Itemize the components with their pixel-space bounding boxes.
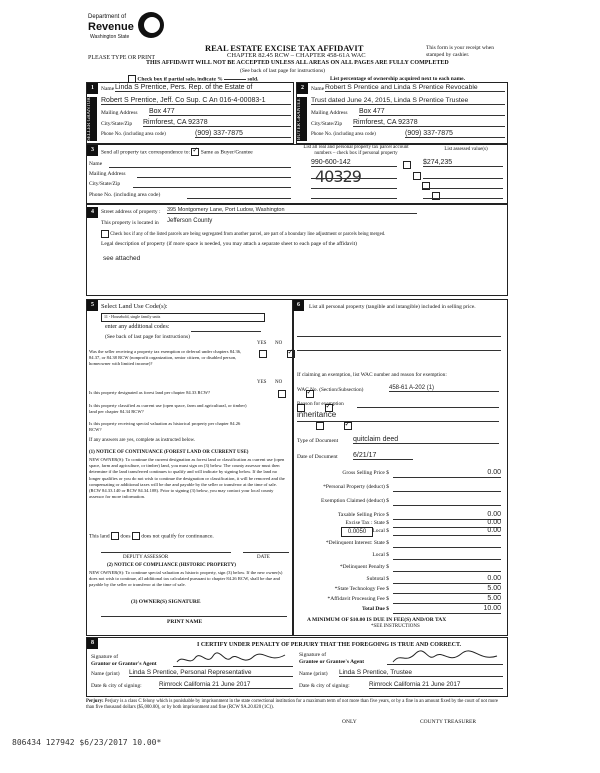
tax-line-label: *State Technology Fee $ <box>334 586 389 592</box>
buyer-phone-label: Phone No. (including area code) <box>311 132 376 137</box>
buyer-address-label: Mailing Address <box>311 110 348 116</box>
exemption-label: If claiming an exemption, list WAC number and reason for exemption: <box>297 372 447 378</box>
this-land-label: This land <box>89 533 110 540</box>
cashier-stamp: 806434 127942 $6/23/2017 10.00* <box>12 738 162 747</box>
doc-date-label: Date of Document <box>297 454 338 460</box>
q2-yes-checkbox[interactable] <box>278 390 286 398</box>
buyer-section <box>296 82 508 144</box>
grantee-name[interactable]: Linda S Prentice, Trustee <box>339 669 503 677</box>
segregated-label: Check box if any of the listed parcels are being segregated from another parcel, are part of a boundary line adjustment or parcels being merged. <box>110 232 386 238</box>
tax-line-value[interactable]: 0.00 <box>393 511 501 520</box>
wac-number[interactable]: 458-61 A-202 (1) <box>389 385 499 392</box>
does-checkbox[interactable] <box>111 532 119 540</box>
tax-line-value[interactable]: 0.00 <box>393 527 501 536</box>
rate-value[interactable]: 0.0050 <box>341 527 373 537</box>
owner-signature-line[interactable] <box>101 616 287 617</box>
corr-address-line[interactable] <box>137 177 291 178</box>
buyer-name-label: Name <box>311 86 325 92</box>
no-header-1: NO <box>275 341 283 346</box>
form-warning: THIS AFFIDAVIT WILL NOT BE ACCEPTED UNLESS ALL AREAS ON ALL PAGES ARE FULLY COMPLETED <box>146 60 449 66</box>
parcel-line-4 <box>311 198 397 199</box>
buyer-number: 2 <box>297 83 308 94</box>
corr-phone-label: Phone No. (including area code) <box>89 192 161 198</box>
tax-line <box>297 470 501 478</box>
tax-line <box>297 484 501 492</box>
tax-line-value[interactable]: 5.00 <box>393 595 501 604</box>
q1-yes-checkbox[interactable] <box>259 350 267 358</box>
corr-city-line[interactable] <box>133 187 291 188</box>
segregated-checkbox[interactable] <box>101 230 109 238</box>
seller-name-label: Name <box>101 86 115 92</box>
personal-property-label: List all personal property (tangible and intangible) included in selling price. <box>309 304 476 310</box>
does-not-checkbox[interactable] <box>132 532 140 540</box>
only-label: ONLY <box>342 719 357 725</box>
land-use-section <box>86 299 294 636</box>
parcel-number[interactable]: 990-600-142 <box>311 159 397 167</box>
parcel-line-3 <box>311 188 397 189</box>
grantee-date-label: Date & city of signing: <box>299 683 350 689</box>
same-as-buyer-checkbox[interactable] <box>191 148 199 156</box>
doc-date-value[interactable]: 6/21/17 <box>353 452 413 460</box>
question-exemption: Was the seller receiving a property tax exemption or deferral under chapters 84.36, 84.37, or 84.38 RCW (nonprofit organization, senior citizen, or disabled person, homeowner with limited income)? <box>89 349 242 366</box>
legal-label: Legal description of property (if more space is needed, you may attach a separate sheet to each page of the affidavit) <box>101 241 357 247</box>
segregated-row <box>101 230 501 238</box>
grantor-date-label: Date & city of signing: <box>91 683 142 689</box>
corr-name-line[interactable] <box>109 167 291 168</box>
buyer-phone[interactable]: (909) 337-7875 <box>405 130 505 138</box>
reason-label: Reason for exemption <box>297 401 344 407</box>
seller-name-line2[interactable]: Robert S Prentice, Jeff. Co Sup. C An 016-4-00083-1 <box>101 97 291 105</box>
correspondence-number: 3 <box>87 145 98 156</box>
tax-line <box>297 606 501 614</box>
parcel-personal-checkbox-1[interactable] <box>403 161 411 169</box>
reason-value[interactable]: inheritance <box>297 410 337 419</box>
question-forest: Is this property designated as forest land per chapter 84.33 RCW? <box>89 390 211 395</box>
tax-line-value[interactable]: 0.00 <box>393 469 501 478</box>
dept-line2: Revenue <box>88 21 134 33</box>
street-address[interactable]: 395 Montgomery Lane, Port Ludow, Washington <box>167 207 417 214</box>
grantor-signature-scribble <box>173 652 293 668</box>
type-or-print: PLEASE TYPE OR PRINT <box>88 55 156 61</box>
tax-line-value[interactable]: 5.00 <box>393 585 501 594</box>
tax-line <box>297 498 501 506</box>
print-name-label: PRINT NAME <box>167 619 203 625</box>
parcel-personal-checkbox-2[interactable] <box>413 172 421 180</box>
buyer-name-line1[interactable]: Robert S Prentice and Linda S Prentice Revocable <box>325 84 505 92</box>
grantor-sig-label-1: Signature of <box>91 654 119 660</box>
tax-line-label: *Affidavit Processing Fee $ <box>327 596 389 602</box>
personal-property-line-2[interactable] <box>297 350 501 351</box>
tax-line-label: *Delinquent Interest: State $ <box>325 540 389 546</box>
tax-line-value[interactable] <box>393 497 501 506</box>
signature-section <box>86 637 508 697</box>
grantor-date[interactable]: Rimrock California 21 June 2017 <box>159 681 293 689</box>
buyer-tab: BUYER GRANTEE <box>297 97 307 141</box>
no-header-2: NO <box>275 380 283 385</box>
land-use-label: Select Land Use Code(s): <box>101 303 168 310</box>
signature-number: 8 <box>87 638 98 649</box>
assessed-line-2 <box>423 178 503 179</box>
corr-address-label: Mailing Address <box>89 171 126 177</box>
tax-line <box>297 596 501 604</box>
yes-header-2: YES <box>257 380 267 385</box>
tax-line-label: Local $ <box>372 528 389 534</box>
dor-logo-swoosh-inner <box>144 17 160 33</box>
does-label: does <box>120 533 131 540</box>
tax-line-value[interactable] <box>393 539 501 548</box>
grantor-name[interactable]: Linda S Prentice, Personal Representative <box>129 669 293 677</box>
tax-line-label: *Delinquent Penalty $ <box>339 564 389 570</box>
deputy-assessor-label: DEPUTY ASSESSOR <box>123 555 169 560</box>
wac-label: WAC No. (Section/Subsection) <box>297 387 364 393</box>
deputy-date-line[interactable] <box>243 552 289 553</box>
grantee-date[interactable]: Rimrock California 21 June 2017 <box>369 681 503 689</box>
tax-line <box>297 586 501 594</box>
continuance-row <box>89 532 214 540</box>
deputy-line[interactable] <box>101 552 231 553</box>
reason-line <box>357 407 499 408</box>
grantee-sig-label-2: Grantee or Grantee's Agent <box>299 659 365 665</box>
seller-section <box>86 82 294 144</box>
buyer-city[interactable]: Rimforest, CA 92378 <box>353 119 505 127</box>
property-number: 4 <box>87 207 98 218</box>
assessed-line-3 <box>423 188 503 189</box>
assessed-header: List assessed value(s) <box>444 147 488 152</box>
seller-phone-label: Phone No. (including area code) <box>101 132 166 137</box>
question-current-use: Is this property classified as current use (open space, farm and agricultural, or timber) land per chapter 84.34 RCW? <box>89 403 247 414</box>
receipt-note: This form is your receipt when stamped by cashier. <box>426 45 494 58</box>
location-label: This property is located in <box>101 220 159 226</box>
buyer-city-label: City/State/Zip <box>311 121 343 127</box>
grantee-sig-label-1: Signature of <box>299 652 327 658</box>
perjury-text: Perjury is a class C felony which is punishable by imprisonment in the state correctional institution for a maximum term of not more than five years, or by a fine in an amount fixed by the court of not more than five thousand dollars ($5,000.00), or by both imprisonment and fine (RCW 9A.20.020 (1C)). <box>86 699 499 711</box>
tax-line-label: Excise Tax : State $ <box>345 520 389 526</box>
certify-text: I CERTIFY UNDER PENALTY OF PERJURY THAT THE FOREGOING IS TRUE AND CORRECT. <box>197 642 462 648</box>
reason-line-2 <box>297 421 499 422</box>
location-value[interactable]: Jefferson County <box>167 218 213 224</box>
seller-address-label: Mailing Address <box>101 110 138 116</box>
dor-logo <box>88 12 168 46</box>
land-use-select[interactable]: 11 - Household, single family units <box>101 313 265 322</box>
form-subtitle: CHAPTER 82.45 RCW – CHAPTER 458-61A WAC <box>227 52 366 59</box>
correspondence-label <box>101 148 253 156</box>
tax-line <box>297 576 501 584</box>
grantor-signature[interactable] <box>173 652 293 667</box>
tax-line-label: Taxable Selling Price $ <box>337 512 389 518</box>
parcel-line-2 <box>311 178 397 179</box>
tax-line <box>297 564 501 572</box>
dept-line1: Department of <box>88 14 127 20</box>
tax-line-value[interactable]: 10.00 <box>393 605 501 614</box>
tax-line-value[interactable] <box>393 483 501 492</box>
seller-number: 1 <box>87 83 98 94</box>
tax-line <box>297 552 501 560</box>
tax-line <box>297 540 501 548</box>
grantee-signature-scribble <box>387 650 503 666</box>
perjury-notice <box>86 699 506 711</box>
tax-line-label: Exemption Claimed (deduct) $ <box>321 498 389 504</box>
question-historic: Is this property receiving special valuation as historical property per chapter 84.26 RCW? <box>89 421 241 432</box>
county-treasurer-label: COUNTY TREASURER <box>420 719 477 725</box>
grantor-name-label: Name (print) <box>91 671 120 677</box>
seller-phone[interactable]: (909) 337-7875 <box>195 130 291 138</box>
owner-signature-label: (3) OWNER(S) SIGNATURE <box>131 599 201 605</box>
grantee-signature[interactable] <box>387 650 503 665</box>
correspondence-section <box>86 144 508 204</box>
legal-description[interactable]: see attached <box>103 255 141 262</box>
tax-line-label: Subtotal $ <box>366 576 389 582</box>
seller-city-label: City/State/Zip <box>101 121 133 127</box>
seller-city[interactable]: Rimforest, CA 92378 <box>143 119 291 127</box>
street-label: Street address of property : <box>101 209 161 215</box>
tax-number: 6 <box>293 300 304 311</box>
minimum-note: A MINIMUM OF $10.00 IS DUE IN FEE(S) AND/OR TAX <box>307 617 447 623</box>
handwritten-note: 40329 <box>315 167 361 186</box>
land-use-number: 5 <box>87 300 98 311</box>
historic-text: NEW OWNER(S): To continue special valuation as historic property, sign (3) below. If the new owner(s) does not wish to continue, all additional tax calculated pursuant to chapter 84.26 RCW, shall be due and payable by the seller or transferor at the time of sale. <box>89 570 283 588</box>
does-not-label: does not <box>141 533 160 540</box>
corr-city-label: City/State/Zip <box>89 181 121 187</box>
perjury-label: Perjury: <box>86 699 104 704</box>
doc-type-value[interactable]: quitclaim deed <box>353 436 499 444</box>
historic-title: (2) NOTICE OF COMPLIANCE (HISTORIC PROPERTY) <box>107 563 236 568</box>
if-yes-note: If any answers are yes, complete as instructed below. <box>89 438 196 443</box>
seller-address[interactable]: Box 477 <box>149 108 291 116</box>
corr-phone-line[interactable] <box>187 198 291 199</box>
tax-section <box>292 299 508 636</box>
corr-name-label: Name <box>89 161 103 167</box>
seller-tab: SELLER GRANTOR <box>87 97 97 141</box>
parcel-header: List all real and personal property tax parcel account numbers – check box if personal property <box>303 145 409 156</box>
tax-line-value[interactable]: 0.00 <box>393 519 501 528</box>
same-as-buyer-label: Same as Buyer/Grantee <box>200 149 253 156</box>
form-see-back: (See back of last page for instructions) <box>240 68 325 74</box>
correspondence-text: Send all property tax correspondence to: <box>101 149 191 156</box>
tax-line-label: Local $ <box>372 552 389 558</box>
continuance-title: (1) NOTICE OF CONTINUANCE (FOREST LAND OR CURRENT USE) <box>89 450 249 455</box>
tax-line <box>297 528 501 536</box>
form-title: REAL ESTATE EXCISE TAX AFFIDAVIT <box>205 43 364 53</box>
tax-line-label: *Personal Property (deduct) $ <box>323 484 389 490</box>
personal-property-line[interactable] <box>297 336 501 337</box>
see-instructions: *SEE INSTRUCTIONS <box>371 624 420 629</box>
list-percentage: List percentage of ownership acquired next to each name. <box>330 76 465 82</box>
tax-line-value[interactable]: 0.00 <box>393 575 501 584</box>
tax-line-label: Gross Selling Price $ <box>342 470 389 476</box>
assessed-line-4 <box>423 198 503 199</box>
tax-line-value[interactable] <box>393 551 501 560</box>
yes-header-1: YES <box>257 341 267 346</box>
grantor-sig-label-2: Grantor or Grantor's Agent <box>91 661 157 667</box>
dept-line3: Washington State <box>90 34 130 40</box>
continuance-text: NEW OWNER(S): To continue the current designation as forest land or classification as current use (open space, farm and agriculture, or timber) land, you must sign on (3) below. The county assessor must then determine if the land transferred continues to qualify and will indicate by signing below. If the land no longer qualifies or you do not wish to continue the designation or classification, it will be removed and the compensating or additional taxes will be due and payable by the seller or transferor at the time of sale. (RCW 84.33.140 or RCW 84.34.108). Prior to signing (3) below, you may contact your local county assessor for more information. <box>89 457 285 500</box>
tax-line-value[interactable] <box>393 563 501 572</box>
buyer-name-line2[interactable]: Trust dated June 24, 2015, Linda S Prentice Trustee <box>311 97 505 105</box>
additional-codes: enter any additional codes: <box>105 324 170 330</box>
additional-codes-line[interactable] <box>191 331 261 332</box>
partial-sale-label: Check box if partial sale, indicate % <box>137 76 223 83</box>
qualify-label: qualify for continuance. <box>161 533 214 540</box>
assessed-value[interactable]: $274,235 <box>423 159 503 167</box>
deputy-date-label: DATE <box>257 555 270 560</box>
tax-line-label: Total Due $ <box>362 606 389 612</box>
land-use-see-back: (See back of last page for instructions) <box>105 334 190 340</box>
grantee-name-label: Name (print) <box>299 671 328 677</box>
partial-sale-sold: sold. <box>247 76 259 83</box>
doc-type-label: Type of Document <box>297 438 339 444</box>
seller-name-line1[interactable]: Linda S Prentice, Pers. Rep. of the Estate of <box>115 84 291 92</box>
buyer-address[interactable]: Box 477 <box>359 108 505 116</box>
property-section <box>86 204 508 296</box>
